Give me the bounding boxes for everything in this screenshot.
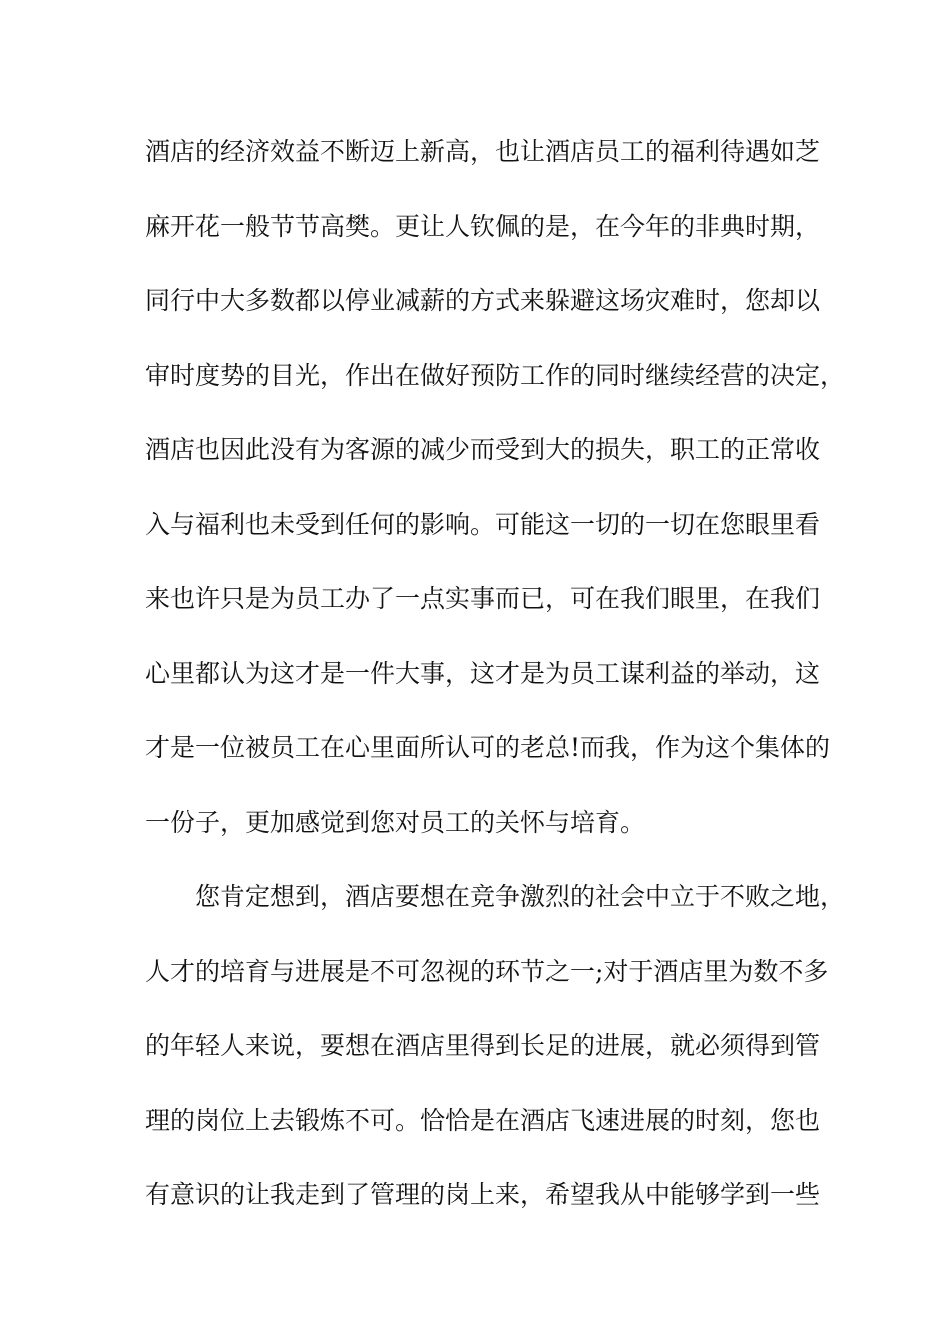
text-line: 同行中大多数都以停业减薪的方式来躲避这场灾难时，您却以: [145, 286, 821, 315]
text-line: 酒店也因此没有为客源的减少而受到大的损失，职工的正常收: [145, 435, 821, 464]
text-line: 人才的培育与进展是不可忽视的环节之一;对于酒店里为数不多: [145, 956, 829, 986]
paragraph-first-line: 您肯定想到，酒店要想在竞争激烈的社会中立于不败之地，: [195, 882, 846, 911]
text-line: 才是一位被员工在心里面所认可的老总!而我，作为这个集体的: [145, 733, 831, 762]
body-text: [145, 132, 845, 1250]
text-line: 来也许只是为员工办了一点实事而已，可在我们眼里，在我们: [145, 584, 821, 613]
text-line: 麻开花一般节节高樊。更让人钦佩的是，在今年的非典时期，: [145, 211, 821, 241]
text-line: 有意识的让我走到了管理的岗上来，希望我从中能够学到一些: [145, 1180, 821, 1209]
text-line: 理的岗位上去锻炼不可。恰恰是在酒店飞速进展的时刻，您也: [145, 1105, 821, 1135]
text-line: 酒店的经济效益不断迈上新高，也让酒店员工的福利待遇如芝: [145, 137, 821, 166]
text-line: 一份子，更加感觉到您对员工的关怀与培育。: [145, 807, 646, 837]
text-line: 审时度势的目光，作出在做好预防工作的同时继续经营的决定，: [145, 360, 846, 390]
text-line: 的年轻人来说，要想在酒店里得到长足的进展，就必须得到管: [145, 1031, 821, 1060]
text-line: 心里都认为这才是一件大事，这才是为员工谋利益的举动，这: [145, 658, 821, 688]
text-line: 入与福利也未受到任何的影响。可能这一切的一切在您眼里看: [145, 509, 821, 539]
